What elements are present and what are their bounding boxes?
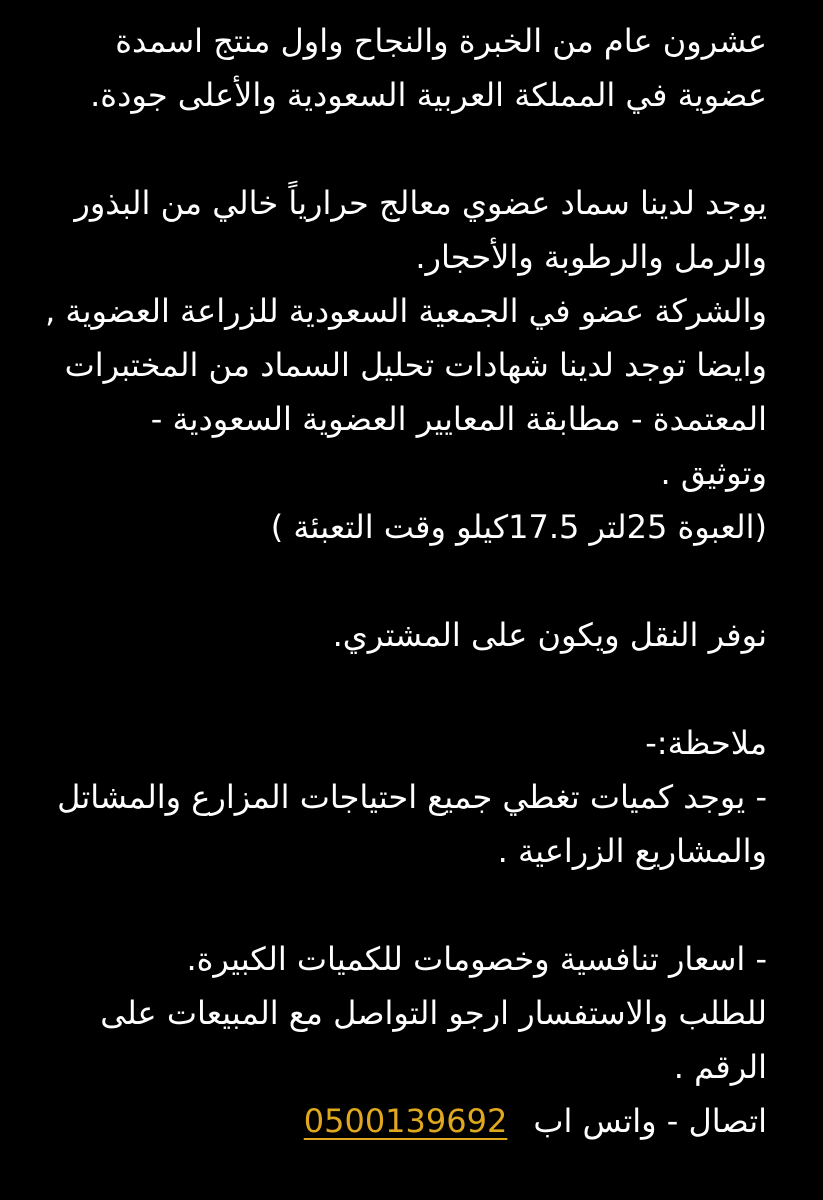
paragraph-spacer bbox=[52, 662, 767, 716]
details-line-5: المعتمدة - مطابقة المعايير العضوية السعودية - bbox=[150, 400, 767, 438]
details-line-2: والرمل والرطوبة والأحجار. bbox=[415, 238, 767, 276]
intro-line-2: عضوية في المملكة العربية السعودية والأعلى جودة. bbox=[90, 76, 767, 114]
remarks-line-2: والمشاريع الزراعية . bbox=[497, 832, 767, 870]
transport-line: نوفر النقل ويكون على المشتري. bbox=[332, 616, 767, 654]
details-line-4: وايضا توجد لدينا شهادات تحليل السماد من المختبرات bbox=[64, 346, 767, 384]
paragraph-spacer bbox=[52, 878, 767, 932]
contact-line bbox=[52, 1094, 767, 1148]
intro-line-1: عشرون عام من الخبرة والنجاح واول منتج اسمدة bbox=[115, 22, 767, 60]
package-info: (العبوة 25لتر 17.5كيلو وقت التعبئة ) bbox=[270, 508, 767, 546]
details-line-3: والشركة عضو في الجمعية السعودية للزراعة العضوية , bbox=[45, 292, 767, 330]
paragraph-spacer bbox=[52, 554, 767, 608]
remarks-heading: ملاحظة:- bbox=[645, 724, 767, 762]
remarks-line-1: - يوجد كميات تغطي جميع احتياجات المزارع والمشاتل bbox=[57, 778, 767, 816]
paragraph-spacer bbox=[52, 122, 767, 176]
offers-line-2: للطلب والاستفسار ارجو التواصل مع المبيعات على bbox=[100, 994, 767, 1032]
contact-label: اتصال - واتس اب bbox=[533, 1102, 767, 1140]
offers-line-1: - اسعار تنافسية وخصومات للكميات الكبيرة. bbox=[186, 940, 767, 978]
details-line-6: وتوثيق . bbox=[660, 454, 767, 492]
note-body bbox=[45, 14, 767, 1148]
phone-number-link[interactable]: 0500139692 bbox=[303, 1102, 508, 1140]
details-line-1: يوجد لدينا سماد عضوي معالج حرارياً خالي من البذور bbox=[74, 184, 767, 222]
offers-line-3: الرقم . bbox=[673, 1048, 767, 1086]
